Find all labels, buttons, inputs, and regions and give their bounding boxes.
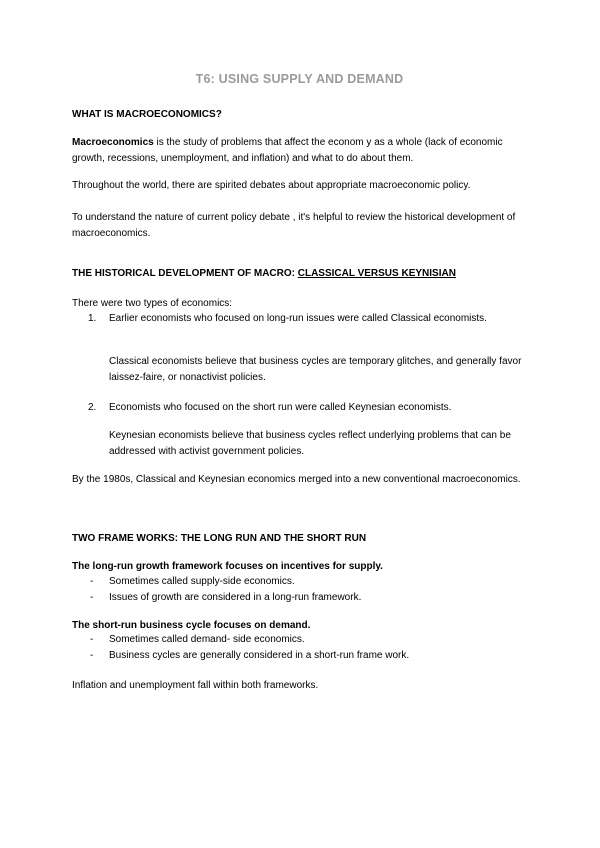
list-number: 2. xyxy=(88,402,97,413)
section-heading-macroeconomics: WHAT IS MACROECONOMICS? xyxy=(72,109,222,120)
heading-plain-text: THE HISTORICAL DEVELOPMENT OF MACRO: xyxy=(72,268,298,279)
paragraph-policy-debate: To understand the nature of current policy debate , it's helpful to review the historical development of macroeconomics. xyxy=(72,212,516,239)
list-item: Issues of growth are considered in a long-run framework. xyxy=(109,592,362,603)
section-heading-two-frameworks: TWO FRAME WORKS: THE LONG RUN AND THE SHORT RUN xyxy=(72,533,367,544)
paragraph-merged: By the 1980s, Classical and Keynesian economics merged into a new conventional macroeconomics. xyxy=(72,474,521,485)
document-title: T6: USING SUPPLY AND DEMAND xyxy=(195,72,404,86)
definition-paragraph xyxy=(72,135,527,167)
definition-text: is the study of problems that affect the econom y as a whole (lack of economic growth, recessions, unemployment, and inflation) and what to do about them. xyxy=(72,137,503,164)
bullet-dash: - xyxy=(90,634,94,645)
list-subparagraph-keynesian: Keynesian economists believe that business cycles reflect underlying problems that can be addressed with activist government policies. xyxy=(109,430,511,457)
list-item-classical: Earlier economists who focused on long-run issues were called Classical economists. xyxy=(109,313,487,324)
list-item-keynesian: Economists who focused on the short run were called Keynesian economists. xyxy=(109,402,452,413)
list-item: Sometimes called supply-side economics. xyxy=(109,576,295,587)
heading-underlined-text: CLASSICAL VERSUS KEYNISIAN xyxy=(297,268,456,279)
paragraph-types-intro: There were two types of economics: xyxy=(72,298,233,309)
paragraph-debates: Throughout the world, there are spirited debates about appropriate macroeconomic policy. xyxy=(72,180,471,191)
list-subparagraph-classical: Classical economists believe that business cycles are temporary glitches, and generally favor laissez-faire, or nonactivist policies. xyxy=(109,356,522,383)
bullet-dash: - xyxy=(90,576,94,587)
subheading-short-run: The short-run business cycle focuses on demand. xyxy=(72,620,311,631)
list-item: Sometimes called demand- side economics. xyxy=(109,634,305,645)
section-heading-historical xyxy=(72,268,456,279)
bullet-dash: - xyxy=(90,650,94,661)
list-number: 1. xyxy=(88,313,97,324)
definition-term: Macroeconomics xyxy=(72,137,154,148)
bullet-dash: - xyxy=(90,592,94,603)
subheading-long-run: The long-run growth framework focuses on incentives for supply. xyxy=(72,561,383,572)
paragraph-inflation: Inflation and unemployment fall within both frameworks. xyxy=(72,680,319,691)
list-item: Business cycles are generally considered in a short-run frame work. xyxy=(109,650,410,661)
